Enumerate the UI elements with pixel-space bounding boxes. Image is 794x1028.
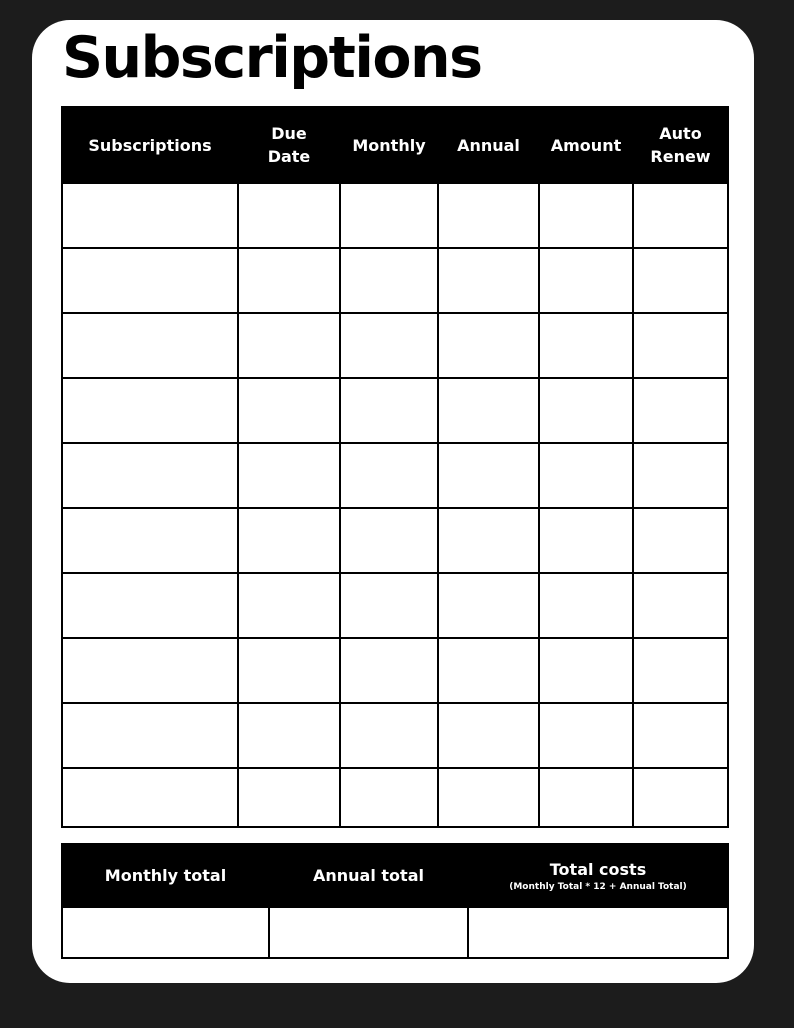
annual-total-label: Annual total xyxy=(269,844,468,907)
header-due-date xyxy=(238,107,340,183)
auto-renew-cell[interactable] xyxy=(633,703,728,768)
header-row xyxy=(62,107,728,183)
annual-cell[interactable] xyxy=(438,443,539,508)
due-date-cell[interactable] xyxy=(238,183,340,248)
amount-cell[interactable] xyxy=(539,248,633,313)
table-row xyxy=(62,508,728,573)
header-annual xyxy=(438,107,539,183)
totals-value-row xyxy=(62,907,728,958)
auto-renew-cell[interactable] xyxy=(633,638,728,703)
annual-cell[interactable] xyxy=(438,313,539,378)
header-renew-text: Renew xyxy=(650,147,711,166)
header-annual-text: Annual xyxy=(457,135,520,155)
amount-cell[interactable] xyxy=(539,443,633,508)
header-date-text: Date xyxy=(267,147,311,166)
monthly-cell[interactable] xyxy=(340,378,438,443)
total-costs-cell[interactable] xyxy=(468,907,728,958)
annual-cell[interactable] xyxy=(438,508,539,573)
table-row xyxy=(62,313,728,378)
subscription-cell[interactable] xyxy=(62,638,238,703)
totals-header-row xyxy=(62,844,728,907)
page-title: Subscriptions xyxy=(62,25,482,91)
table-row xyxy=(62,638,728,703)
annual-cell[interactable] xyxy=(438,768,539,827)
auto-renew-cell[interactable] xyxy=(633,378,728,443)
header-monthly-text: Monthly xyxy=(352,135,426,155)
due-date-cell[interactable] xyxy=(238,768,340,827)
due-date-cell[interactable] xyxy=(238,443,340,508)
due-date-cell[interactable] xyxy=(238,313,340,378)
table-row xyxy=(62,703,728,768)
monthly-cell[interactable] xyxy=(340,443,438,508)
amount-cell[interactable] xyxy=(539,183,633,248)
due-date-cell[interactable] xyxy=(238,703,340,768)
total-costs-label: Total costs xyxy=(549,859,647,879)
table-row xyxy=(62,768,728,827)
auto-renew-cell[interactable] xyxy=(633,183,728,248)
annual-total-cell[interactable] xyxy=(269,907,468,958)
due-date-cell[interactable] xyxy=(238,508,340,573)
subscription-cell[interactable] xyxy=(62,573,238,638)
monthly-total-label: Monthly total xyxy=(62,844,269,907)
due-date-cell[interactable] xyxy=(238,638,340,703)
subscriptions-table xyxy=(61,106,729,828)
monthly-cell[interactable] xyxy=(340,183,438,248)
header-due-text: Due xyxy=(271,124,307,143)
auto-renew-cell[interactable] xyxy=(633,508,728,573)
monthly-cell[interactable] xyxy=(340,703,438,768)
annual-cell[interactable] xyxy=(438,703,539,768)
annual-cell[interactable] xyxy=(438,183,539,248)
header-amount-text: Amount xyxy=(550,135,622,155)
subscription-cell[interactable] xyxy=(62,183,238,248)
auto-renew-cell[interactable] xyxy=(633,313,728,378)
totals-table xyxy=(61,843,729,959)
annual-cell[interactable] xyxy=(438,378,539,443)
amount-cell[interactable] xyxy=(539,378,633,443)
due-date-cell[interactable] xyxy=(238,248,340,313)
subscription-cell[interactable] xyxy=(62,248,238,313)
due-date-cell[interactable] xyxy=(238,573,340,638)
subscription-cell[interactable] xyxy=(62,768,238,827)
auto-renew-cell[interactable] xyxy=(633,443,728,508)
monthly-cell[interactable] xyxy=(340,638,438,703)
subscription-cell[interactable] xyxy=(62,378,238,443)
header-auto-text: Auto xyxy=(659,124,702,143)
total-costs-header xyxy=(468,844,728,907)
header-auto-renew xyxy=(633,107,728,183)
due-date-cell[interactable] xyxy=(238,378,340,443)
monthly-cell[interactable] xyxy=(340,508,438,573)
header-subscriptions xyxy=(62,107,238,183)
table-row xyxy=(62,443,728,508)
table-row xyxy=(62,573,728,638)
auto-renew-cell[interactable] xyxy=(633,768,728,827)
total-costs-formula: (Monthly Total * 12 + Annual Total) xyxy=(509,881,687,892)
subscription-cell[interactable] xyxy=(62,313,238,378)
amount-cell[interactable] xyxy=(539,573,633,638)
table-row xyxy=(62,183,728,248)
monthly-cell[interactable] xyxy=(340,313,438,378)
monthly-total-cell[interactable] xyxy=(62,907,269,958)
auto-renew-cell[interactable] xyxy=(633,248,728,313)
annual-cell[interactable] xyxy=(438,573,539,638)
monthly-cell[interactable] xyxy=(340,573,438,638)
amount-cell[interactable] xyxy=(539,638,633,703)
header-subscriptions-text: Subscriptions xyxy=(88,135,212,155)
header-monthly xyxy=(340,107,438,183)
amount-cell[interactable] xyxy=(539,508,633,573)
header-amount xyxy=(539,107,633,183)
amount-cell[interactable] xyxy=(539,768,633,827)
subscription-cell[interactable] xyxy=(62,703,238,768)
table-row xyxy=(62,378,728,443)
monthly-cell[interactable] xyxy=(340,248,438,313)
annual-cell[interactable] xyxy=(438,248,539,313)
table-row xyxy=(62,248,728,313)
amount-cell[interactable] xyxy=(539,313,633,378)
subscription-cell[interactable] xyxy=(62,443,238,508)
amount-cell[interactable] xyxy=(539,703,633,768)
annual-cell[interactable] xyxy=(438,638,539,703)
auto-renew-cell[interactable] xyxy=(633,573,728,638)
subscription-cell[interactable] xyxy=(62,508,238,573)
monthly-cell[interactable] xyxy=(340,768,438,827)
